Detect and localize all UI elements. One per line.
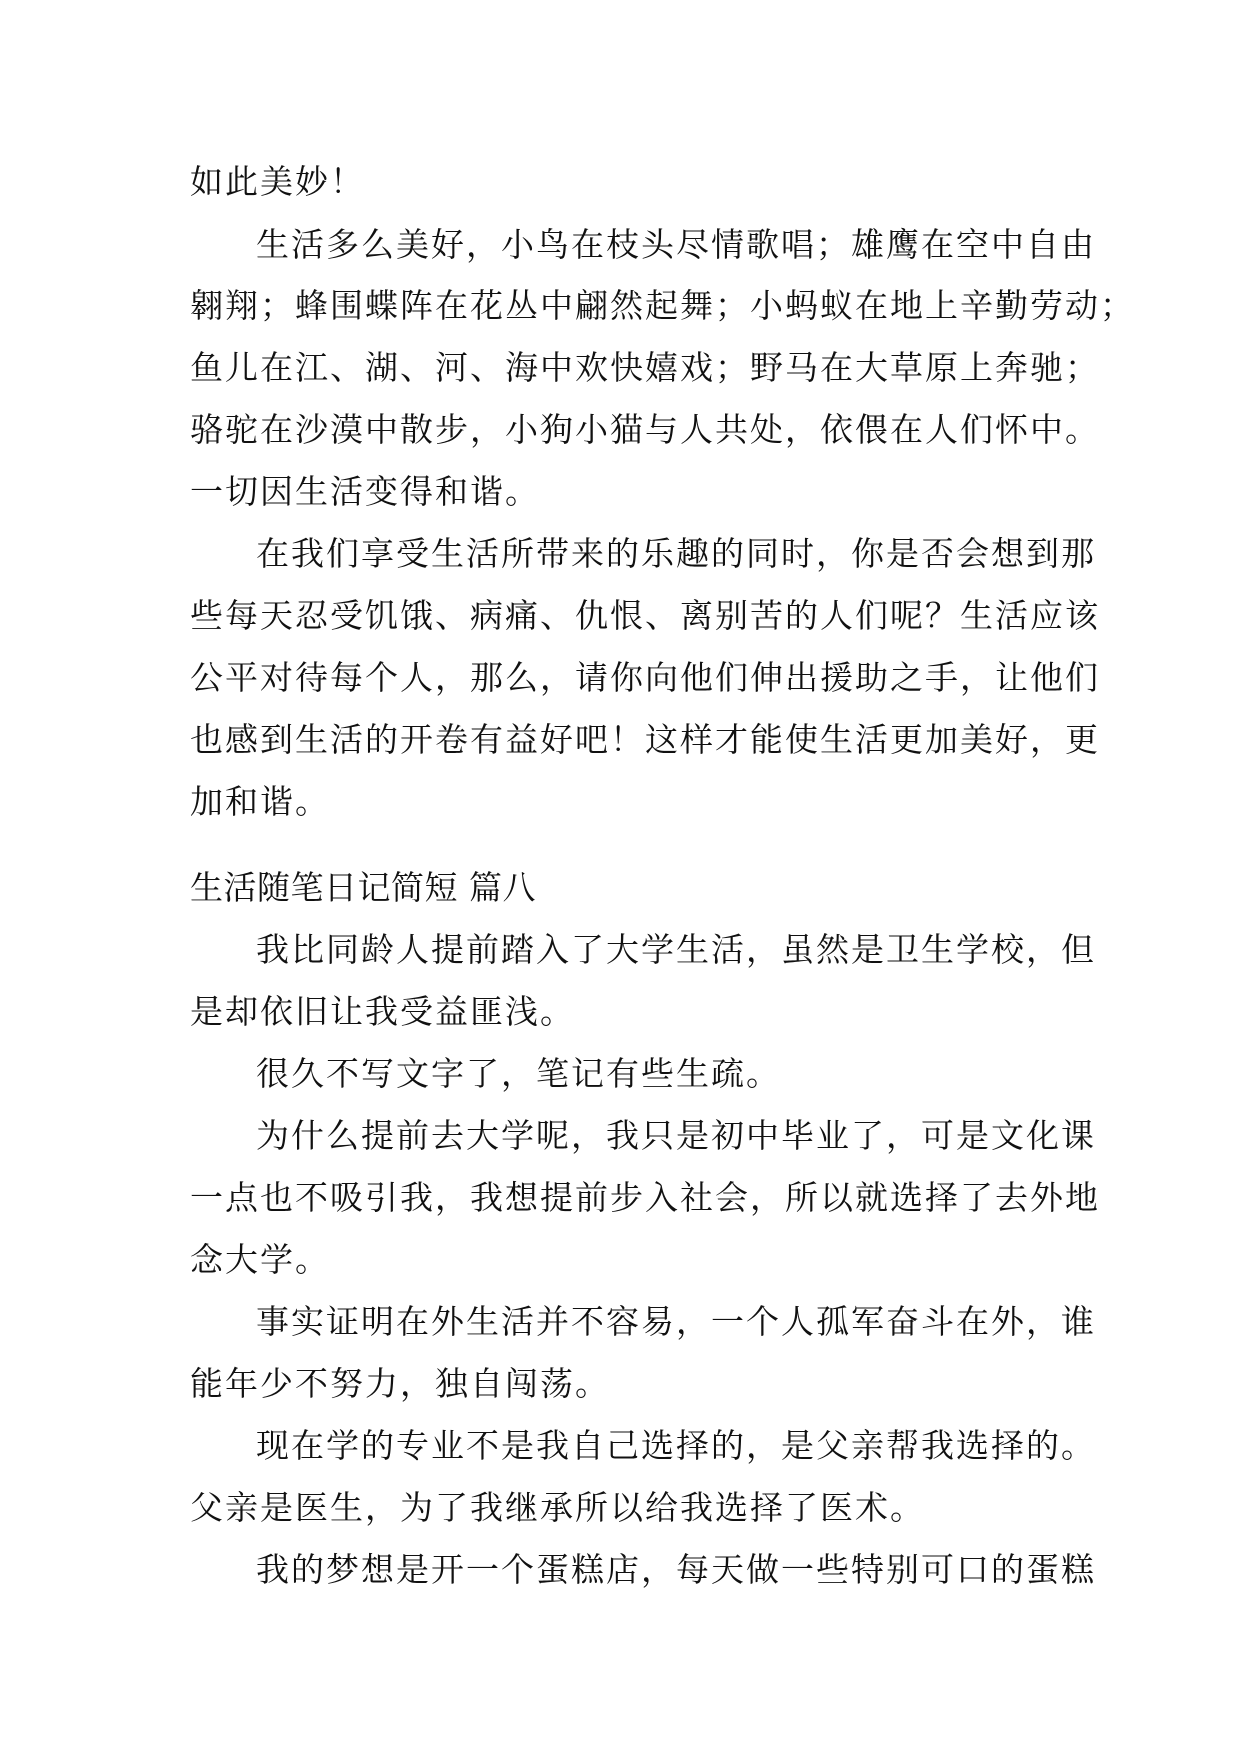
section-heading: 生活随笔日记简短 篇八	[190, 868, 536, 907]
paragraph-line: 公平对待每个人，那么，请你向他们伸出援助之手，让他们	[190, 658, 1100, 697]
paragraph-line: 在我们享受生活所带来的乐趣的同时，你是否会想到那	[256, 534, 1096, 573]
paragraph-line: 是却依旧让我受益匪浅。	[190, 992, 575, 1031]
paragraph-line: 为什么提前去大学呢，我只是初中毕业了，可是文化课	[256, 1116, 1096, 1155]
paragraph-line: 鱼儿在江、湖、河、海中欢快嬉戏；野马在大草原上奔驰；	[190, 348, 1100, 387]
paragraph-line: 骆驼在沙漠中散步，小狗小猫与人共处，依偎在人们怀中。	[190, 410, 1100, 449]
paragraph-line: 生活多么美好，小鸟在枝头尽情歌唱；雄鹰在空中自由	[256, 225, 1096, 264]
paragraph-line: 些每天忍受饥饿、病痛、仇恨、离别苦的人们呢？生活应该	[190, 596, 1100, 635]
paragraph-line: 一点也不吸引我，我想提前步入社会，所以就选择了去外地	[190, 1178, 1100, 1217]
paragraph-line: 也感到生活的开卷有益好吧！这样才能使生活更加美好，更	[190, 720, 1100, 759]
paragraph-line: 一切因生活变得和谐。	[190, 472, 540, 511]
paragraph-continuation-line: 如此美妙！	[190, 162, 365, 201]
paragraph-line: 现在学的专业不是我自己选择的，是父亲帮我选择的。	[256, 1426, 1096, 1465]
paragraph-line: 我比同龄人提前踏入了大学生活，虽然是卫生学校，但	[256, 930, 1096, 969]
paragraph-line: 事实证明在外生活并不容易，一个人孤军奋斗在外，谁	[256, 1302, 1096, 1341]
paragraph-line: 我的梦想是开一个蛋糕店，每天做一些特别可口的蛋糕	[256, 1550, 1096, 1589]
paragraph-line: 念大学。	[190, 1240, 330, 1279]
paragraph-line: 翱翔；蜂围蝶阵在花丛中翩然起舞；小蚂蚁在地上辛勤劳动；	[190, 286, 1135, 325]
paragraph-line: 父亲是医生，为了我继承所以给我选择了医术。	[190, 1488, 925, 1527]
paragraph-line: 很久不写文字了，笔记有些生疏。	[256, 1054, 781, 1093]
paragraph-line: 能年少不努力，独自闯荡。	[190, 1364, 610, 1403]
paragraph-line: 加和谐。	[190, 782, 330, 821]
